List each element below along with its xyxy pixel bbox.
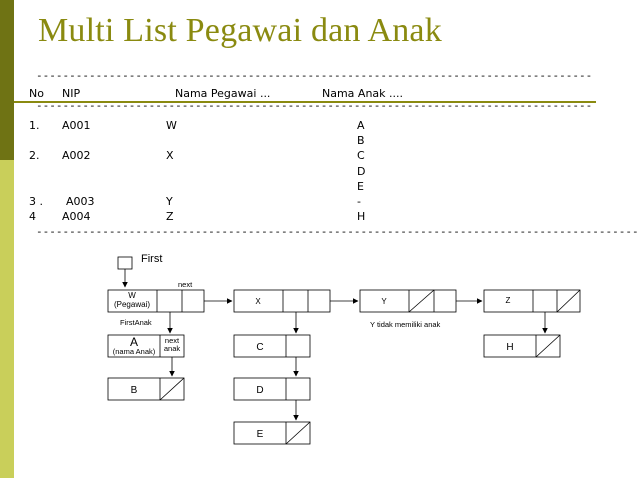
row-1-anak: A [357, 119, 365, 132]
node-d-name: D [256, 385, 264, 396]
header-no: No [29, 87, 44, 100]
row-6-anak: - [357, 195, 361, 208]
slide-title: Multi List Pegawai dan Anak [38, 12, 442, 49]
row-6-nip: A003 [66, 195, 95, 208]
node-a-name: A [129, 335, 139, 349]
node-x-name: X [255, 297, 261, 306]
row-5-anak: E [357, 180, 364, 193]
first-label: First [141, 253, 163, 265]
node-w-name: W [128, 291, 136, 300]
node-anak-b [108, 378, 184, 400]
rule-mid: ------------------------------------------------------------------------------------ [36, 99, 593, 112]
row-3-nip: A002 [62, 149, 91, 162]
row-2-anak: B [357, 134, 365, 147]
row-1-pegawai: W [166, 119, 177, 132]
row-6-pegawai: Y [166, 195, 173, 208]
row-7-no: 4 [29, 210, 36, 223]
node-z-name: Z [505, 296, 511, 305]
node-w-sub: (Pegawai) [113, 300, 151, 309]
row-7-pegawai: Z [166, 210, 174, 223]
row-3-no: 2. [29, 149, 40, 162]
next-anak-label-line1: next [164, 336, 180, 345]
node-h-name: H [506, 342, 514, 353]
node-anak-d [234, 378, 310, 400]
next-anak-label-line2: anak [163, 344, 181, 353]
node-anak-h [484, 335, 560, 357]
node-anak-e [234, 422, 310, 444]
row-7-anak: H [357, 210, 366, 223]
first-anak-label: FirstAnak [120, 318, 152, 327]
header-nip: NIP [62, 87, 81, 100]
rule-bottom: ------------------------------------------------------------------------------------------- [36, 225, 639, 238]
row-3-anak: C [357, 149, 365, 162]
node-a-sub: (nama Anak) [112, 347, 156, 356]
node-b-name: B [130, 385, 138, 396]
row-3-pegawai: X [166, 149, 174, 162]
node-e-name: E [256, 429, 264, 440]
first-pointer-box [118, 257, 132, 269]
header-nama-anak: Nama Anak .... [322, 87, 404, 100]
row-7-nip: A004 [62, 210, 91, 223]
row-1-nip: A001 [62, 119, 91, 132]
row-4-anak: D [357, 165, 366, 178]
next-label: next [178, 280, 193, 289]
node-y-name: Y [381, 297, 387, 306]
header-nama-pegawai: Nama Pegawai ... [175, 87, 271, 100]
row-6-no: 3 . [29, 195, 43, 208]
row-1-no: 1. [29, 119, 40, 132]
rule-top: ------------------------------------------------------------------------------------ [36, 69, 593, 82]
node-pegawai-z [484, 290, 580, 312]
node-pegawai-y [360, 290, 456, 312]
node-pegawai-x [234, 290, 330, 312]
node-anak-c [234, 335, 310, 357]
node-c-name: C [256, 342, 264, 353]
y-no-child-note: Y tidak memiliki anak [370, 320, 441, 329]
